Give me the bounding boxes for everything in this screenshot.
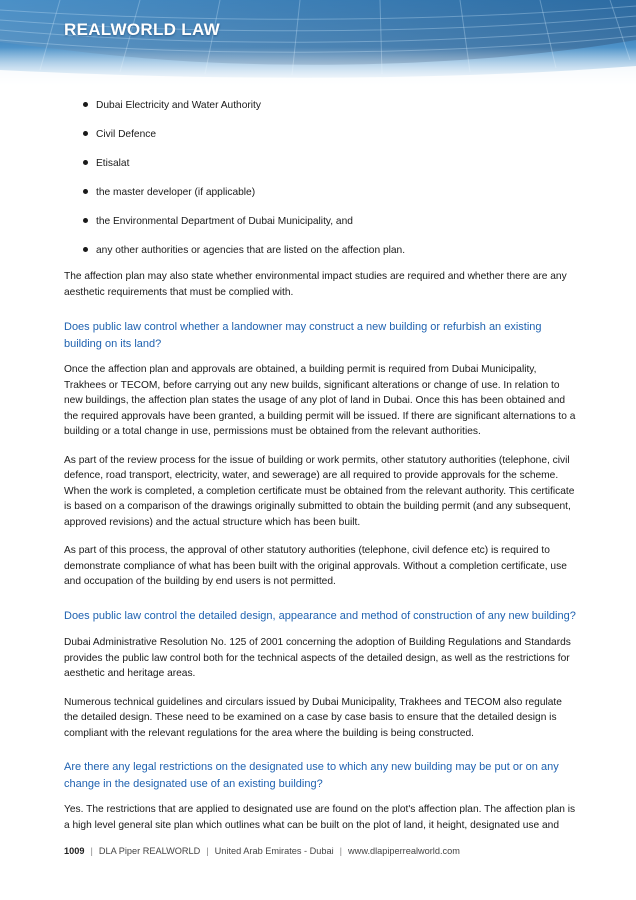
bullet-icon <box>83 160 88 165</box>
list-item-text: the master developer (if applicable) <box>96 187 256 198</box>
body-paragraph: Yes. The restrictions that are applied to designated use are found on the plot's affection plan. The affection plan is a high level general site plan which outlines what can be built on the plot of land, it height, designated use and <box>64 804 576 831</box>
publication-name: DLA Piper REALWORLD <box>98 846 201 856</box>
bullet-icon <box>83 189 88 194</box>
list-item <box>64 154 576 183</box>
header-banner <box>0 0 636 86</box>
section-heading: Are there any legal restrictions on the designated use to which any new building may be put or on any change in the designated use of an existing building? <box>64 761 559 790</box>
list-item-text: Etisalat <box>96 158 130 169</box>
building-banner-image <box>0 0 636 86</box>
footer-separator: | <box>339 846 343 856</box>
list-item <box>64 241 576 270</box>
body-paragraph: As part of the review process for the issue of building or work permits, other statutory authorities (telephone, civil defence, road transport, electricity, water, and sewerage) are all required to provide approvals for the scheme. When the work is completed, a completion certificate must be obtained from the relevant authority. This certificate is based on a comparison of the drawings originally submitted to obtain the building permit (and any subsequent, approved revisions) and the actual structure which has been built. <box>64 454 575 528</box>
body-paragraph: Numerous technical guidelines and circulars issued by Dubai Municipality, Trakhees and TECOM also regulate the detailed design. These need to be examined on a case by case basis to ensure that the detailed design is compliant with the relevant regulations for the area where the building is being constructed. <box>64 696 562 739</box>
list-item-text: Dubai Electricity and Water Authority <box>96 100 261 111</box>
location-label: United Arab Emirates - Dubai <box>214 846 334 856</box>
body-paragraph: Once the affection plan and approvals are obtained, a building permit is required from Dubai Municipality, Trakhees or TECOM, before carrying out any new builds, significant alterations or change of use. In relation to new buildings, the affection plan states the usage of any plot of land in Dubai. Once this has been obtained and the required approvals have been granted, a building permit will be issued. If there are significant alternations to a building or a total change in use, permissions must be obtained from the relevant authorities. <box>64 364 576 437</box>
body-paragraph: As part of this process, the approval of other statutory authorities (telephone, civil defence etc) is required to demonstrate compliance of what has been built with the original approvals. Without a completion certificate, use and occupation of the building by end users is not permitted. <box>64 545 567 587</box>
page-number: 1009 <box>64 846 85 856</box>
section-heading: Does public law control the detailed design, appearance and method of construction of any new building? <box>64 609 576 622</box>
intro-paragraph: The affection plan may also state whether environmental impact studies are required and whether there are any aesthetic requirements that must be complied with. <box>64 271 567 298</box>
body-paragraph: Dubai Administrative Resolution No. 125 of 2001 concerning the adoption of Building Regulations and Standards provides the public law control both for the technical aspects of the detailed design, as well as the restrictions for aesthetic and heritage areas. <box>64 637 571 679</box>
section-heading: Does public law control whether a landowner may construct a new building or refurbish an existing building on its land? <box>64 321 542 350</box>
list-item-text: the Environmental Department of Dubai Municipality, and <box>96 216 353 227</box>
footer-separator: | <box>206 846 209 856</box>
list-item-text: any other authorities or agencies that are listed on the affection plan. <box>96 245 406 256</box>
bullet-icon <box>83 218 88 223</box>
list-item <box>64 125 576 154</box>
bullet-icon <box>83 102 88 107</box>
list-item-text: Civil Defence <box>96 129 157 140</box>
website-link[interactable]: www.dlapiperrealworld.com <box>348 846 460 856</box>
bullet-icon <box>83 131 88 136</box>
page-content <box>64 96 576 846</box>
authority-list <box>64 96 576 270</box>
list-item <box>64 96 576 125</box>
footer-separator: | <box>90 846 93 856</box>
brand-title: REALWORLD LAW <box>64 20 220 39</box>
list-item <box>64 212 576 241</box>
bullet-icon <box>83 247 88 252</box>
list-item <box>64 183 576 212</box>
page-footer <box>64 846 584 856</box>
